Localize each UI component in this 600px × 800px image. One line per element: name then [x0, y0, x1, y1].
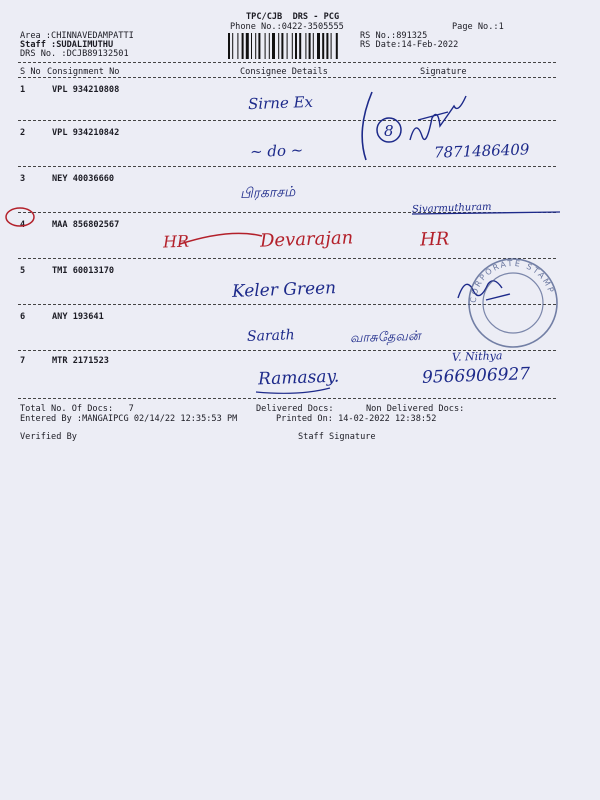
staff-signature: Staff Signature [298, 432, 376, 442]
row-4-sno: 4 [20, 220, 26, 230]
row-4-handwritten-above: Sivarmuthuram [411, 201, 492, 216]
row-7-handwritten-above: V. Nithya [451, 349, 503, 364]
row-6-handwritten-name: Sarath [246, 327, 295, 345]
row-2-sno: 2 [20, 128, 26, 138]
row-1-consignment: VPL 934210808 [52, 85, 120, 95]
row-7-sno: 7 [20, 356, 26, 366]
row-3-consignment: NEY 40036660 [52, 174, 115, 184]
circled-mark: 8 [384, 122, 394, 140]
row-5-consignment: TMI 60013170 [52, 266, 115, 276]
row-2-handwritten-phone: 7871486409 [433, 140, 530, 162]
drs-number: DRS No. :DCJB89132501 [20, 49, 129, 59]
page-number: Page No.:1 [452, 22, 504, 32]
row-6-sno: 6 [20, 312, 26, 322]
row-4-handwritten-left: HR [162, 231, 190, 252]
col-sno: S No [20, 67, 41, 77]
total-docs: Total No. Of Docs: 7 [20, 404, 134, 414]
row-1-sno: 1 [20, 85, 26, 95]
col-consignment: Consignment No [47, 67, 120, 77]
row-2-consignment: VPL 934210842 [52, 128, 120, 138]
staff-label: Staff :SUDALIMUTHU [20, 40, 114, 50]
row-1-handwritten-name: Sirne Ex [247, 92, 314, 114]
row-3-sno: 3 [20, 174, 26, 184]
row-4-handwritten-name: Devarajan [259, 227, 354, 252]
non-delivered-docs: Non Delivered Docs: [366, 404, 465, 414]
row-7-handwritten-name: Ramasay. [257, 366, 340, 390]
row-7-consignment: MTR 2171523 [52, 356, 109, 366]
phone-number: Phone No.:0422-3505555 [230, 22, 344, 32]
area-label: Area :CHINNAVEDAMPATTI [20, 31, 134, 41]
rs-number: RS No.:891325 [360, 31, 428, 41]
row-5-sno: 5 [20, 266, 26, 276]
company-stamp [466, 256, 560, 350]
verified-by: Verified By [20, 432, 77, 442]
delivered-docs: Delivered Docs: [256, 404, 334, 414]
report-title: TPC/CJB DRS - PCG [246, 12, 340, 22]
stamp-ring-text: CORPORATE STAMP [468, 258, 556, 304]
row-4-consignment: MAA 856802567 [52, 220, 120, 230]
row-7-handwritten-phone: 9566906927 [421, 364, 531, 388]
col-signature: Signature [420, 67, 467, 77]
rs-date: RS Date:14-Feb-2022 [360, 40, 459, 50]
row-6-consignment: ANY 193641 [52, 312, 104, 322]
row-3-handwritten-name: பிரகாசம் [239, 184, 296, 202]
printed-on: Printed On: 14-02-2022 12:38:52 [276, 414, 437, 424]
col-consignee: Consignee Details [240, 67, 328, 77]
row-2-handwritten-name: ~ do ~ [249, 141, 304, 161]
entered-by: Entered By :MANGAIPCG 02/14/22 12:35:53 PM [20, 414, 238, 424]
row-4-handwritten-sign: HR [419, 228, 450, 251]
row-6-handwritten-sign: வாசுதேவன் [349, 328, 421, 347]
row-5-handwritten-name: Keler Green [231, 278, 337, 302]
